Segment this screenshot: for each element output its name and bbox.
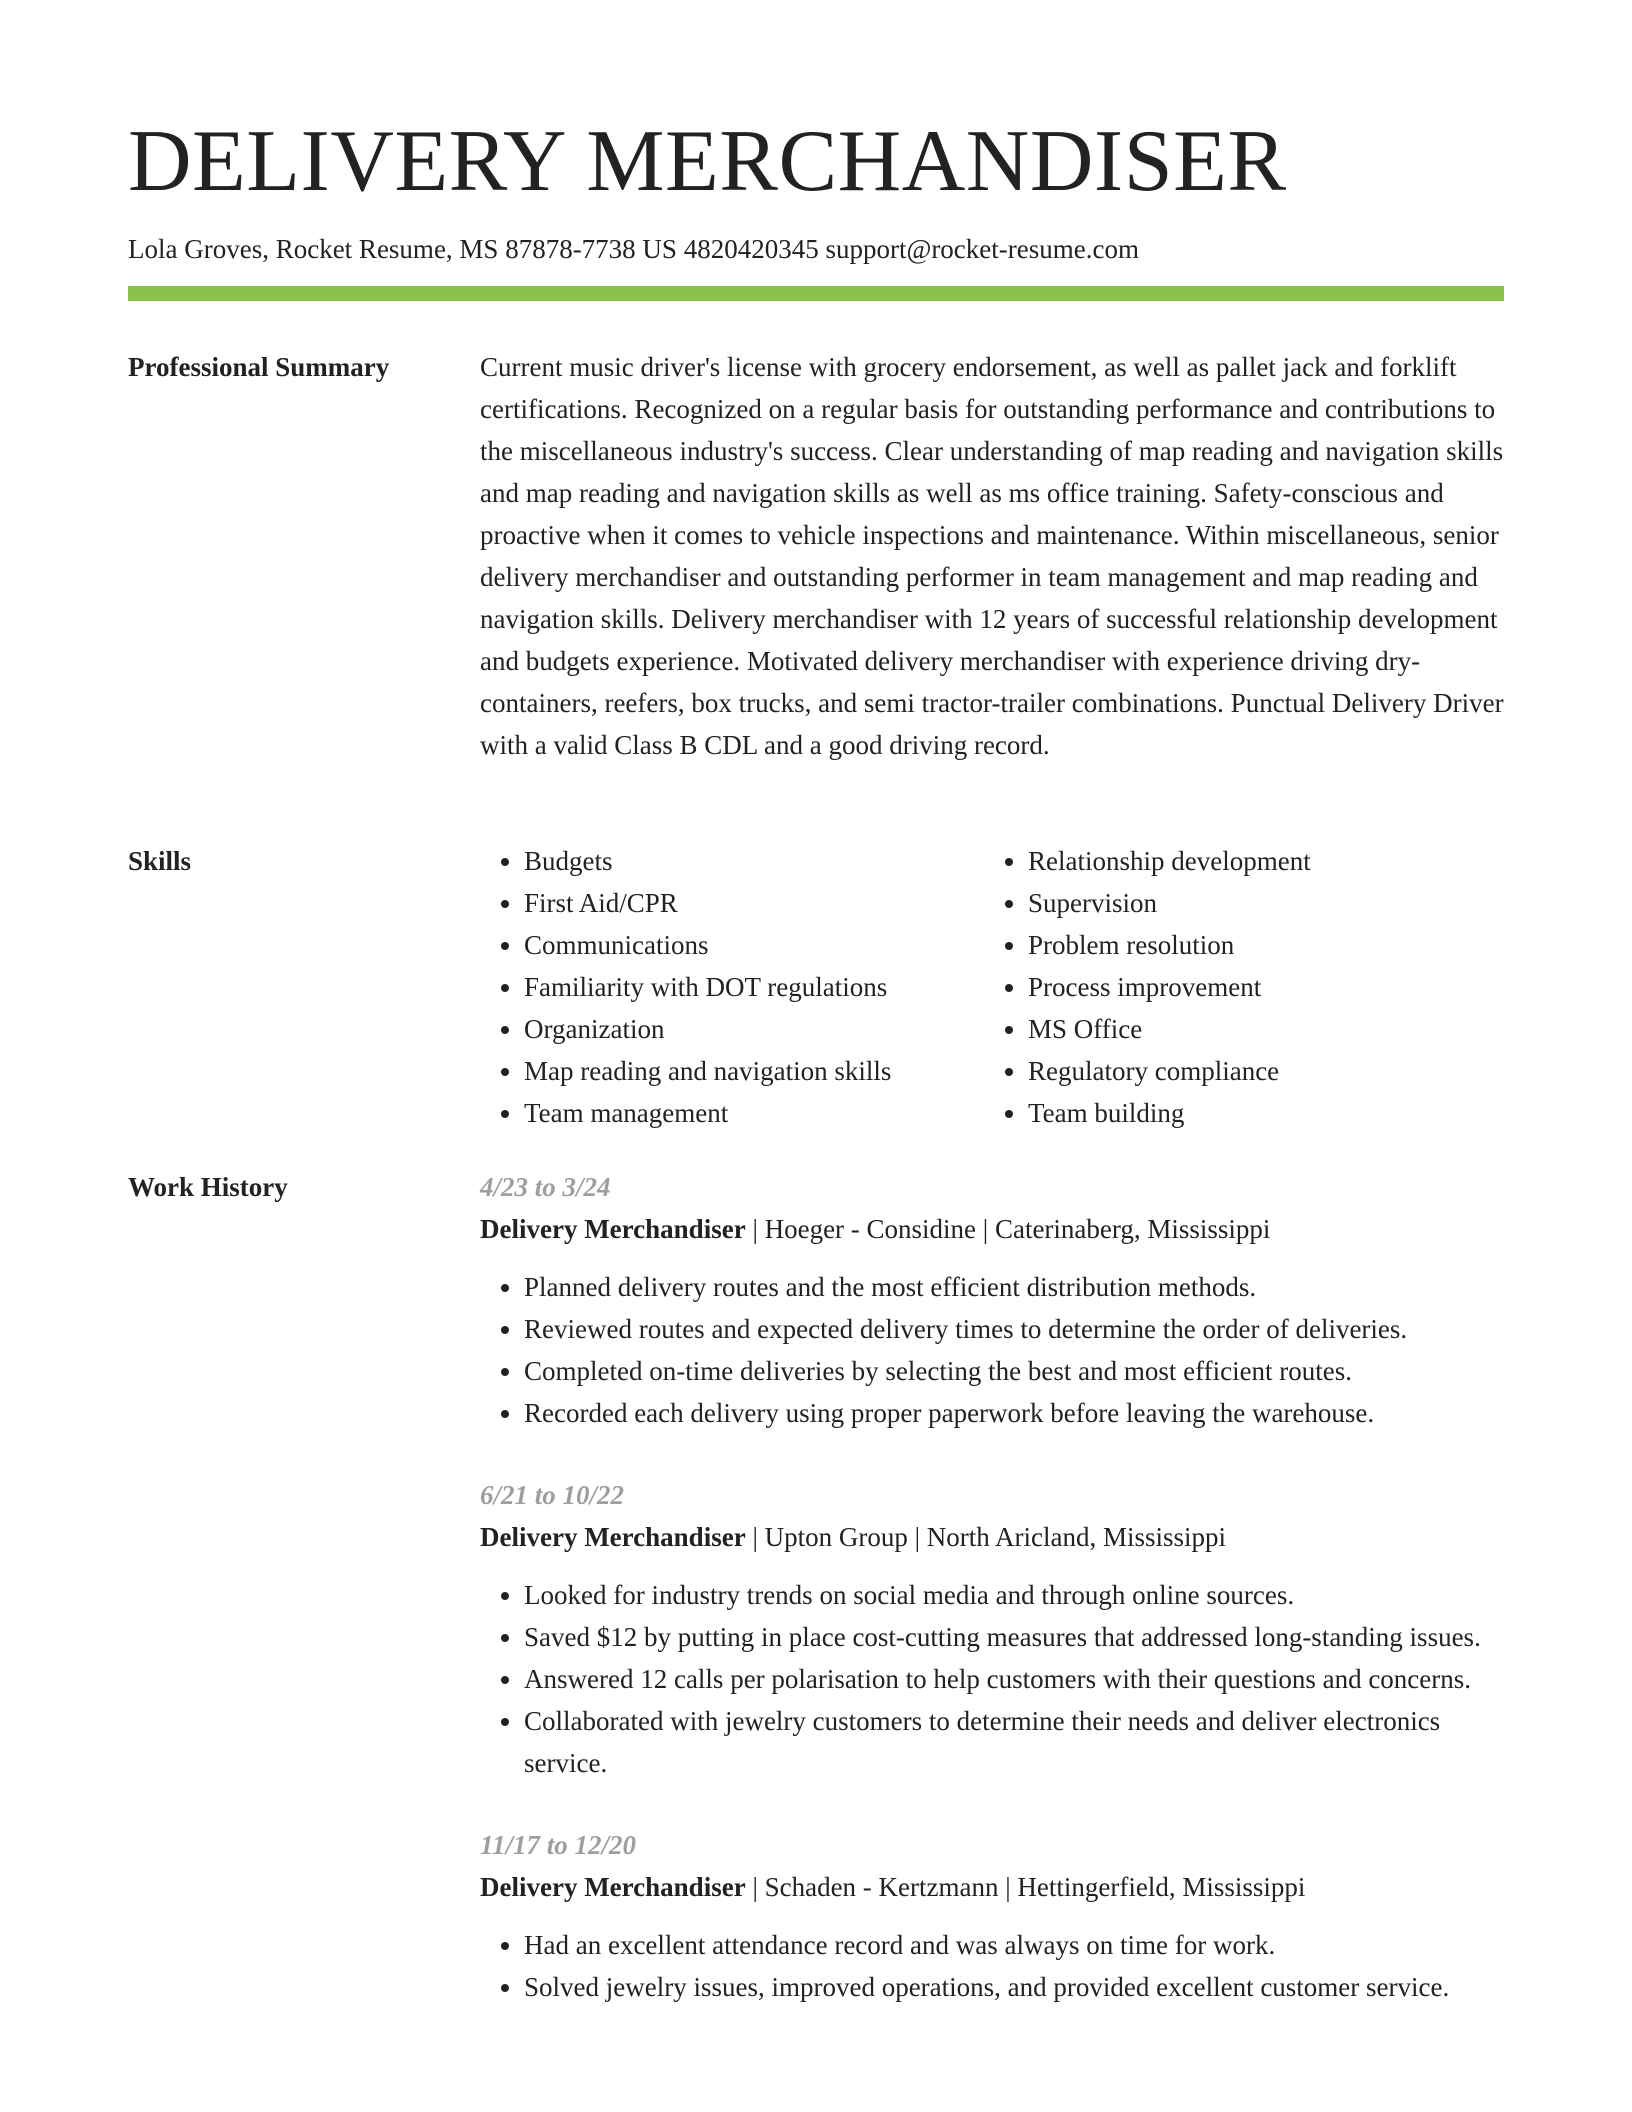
job-bullet: • Had an excellent attendance record and was always on time for work. xyxy=(524,1924,1504,1966)
skill-item: • Budgets xyxy=(524,840,984,882)
summary-label: Professional Summary xyxy=(128,352,390,382)
job-entry xyxy=(480,1824,1504,2008)
skills-label: Skills xyxy=(128,846,192,876)
contact-line: Lola Groves, Rocket Resume, MS 87878-7738 US 4820420345 support@rocket-resume.com xyxy=(128,234,1139,264)
header-divider xyxy=(128,286,1504,301)
job-employer: | Hoeger - Considine | Caterinaberg, Mississippi xyxy=(745,1214,1271,1244)
skill-item: • Team building xyxy=(1028,1092,1488,1134)
job-entry xyxy=(480,1166,1504,1434)
job-heading xyxy=(480,1866,1504,1908)
job-bullet: • Planned delivery routes and the most efficient distribution methods. xyxy=(524,1266,1504,1308)
job-bullets xyxy=(480,1574,1504,1784)
job-dates: 11/17 to 12/20 xyxy=(480,1830,637,1860)
skill-item: • Relationship development xyxy=(1028,840,1488,882)
job-bullet: • Collaborated with jewelry customers to determine their needs and deliver electronics service. xyxy=(524,1700,1504,1784)
summary-text: Current music driver's license with grocery endorsement, as well as pallet jack and forklift certifications. Recognized on a regular basis for outstanding performance and contributions to the miscellaneous industry's success. Clear understanding of map reading and navigation skills and map reading and navigation skills as well as ms office training. Safety-conscious and proactive when it comes to vehicle inspections and maintenance. Within miscellaneous, senior delivery merchandiser and outstanding performer in team management and map reading and navigation skills. Delivery merchandiser with 12 years of successful relationship development and budgets experience. Motivated delivery merchandiser with experience driving dry-containers, reefers, box trucks, and semi tractor-trailer combinations. Punctual Delivery Driver with a valid Class B CDL and a good driving record. xyxy=(480,352,1504,760)
job-bullet: • Saved $12 by putting in place cost-cutting measures that addressed long-standing issues. xyxy=(524,1616,1504,1658)
job-bullets xyxy=(480,1924,1504,2008)
skill-item: • Supervision xyxy=(1028,882,1488,924)
job-dates: 4/23 to 3/24 xyxy=(480,1172,611,1202)
job-bullet: • Solved jewelry issues, improved operations, and provided excellent customer service. xyxy=(524,1966,1504,2008)
skill-item: • Communications xyxy=(524,924,984,966)
job-employer: | Schaden - Kertzmann | Hettingerfield, Mississippi xyxy=(745,1872,1306,1902)
work-history-label: Work History xyxy=(128,1172,288,1202)
skill-item: • MS Office xyxy=(1028,1008,1488,1050)
job-bullet: • Reviewed routes and expected delivery times to determine the order of deliveries. xyxy=(524,1308,1504,1350)
skills-list-left xyxy=(480,840,984,1134)
job-heading xyxy=(480,1516,1504,1558)
skill-item: • Team management xyxy=(524,1092,984,1134)
skill-item: • Organization xyxy=(524,1008,984,1050)
job-title: Delivery Merchandiser xyxy=(480,1872,746,1902)
skills-list-right xyxy=(984,840,1488,1134)
job-bullets xyxy=(480,1266,1504,1434)
job-employer: | Upton Group | North Aricland, Mississippi xyxy=(745,1522,1226,1552)
resume-title: DELIVERY MERCHANDISER xyxy=(128,113,1287,210)
skill-item: • Process improvement xyxy=(1028,966,1488,1008)
skill-item: • First Aid/CPR xyxy=(524,882,984,924)
work-history-section xyxy=(480,1166,1504,2048)
job-entry xyxy=(480,1474,1504,1784)
job-title: Delivery Merchandiser xyxy=(480,1522,746,1552)
skills-section xyxy=(480,840,1504,1134)
job-dates: 6/21 to 10/22 xyxy=(480,1480,625,1510)
job-bullet: • Looked for industry trends on social media and through online sources. xyxy=(524,1574,1504,1616)
job-bullet: • Recorded each delivery using proper paperwork before leaving the warehouse. xyxy=(524,1392,1504,1434)
skill-item: • Familiarity with DOT regulations xyxy=(524,966,984,1008)
skill-item: • Problem resolution xyxy=(1028,924,1488,966)
job-bullet: • Answered 12 calls per polarisation to help customers with their questions and concerns. xyxy=(524,1658,1504,1700)
skill-item: • Regulatory compliance xyxy=(1028,1050,1488,1092)
job-heading xyxy=(480,1208,1504,1250)
job-bullet: • Completed on-time deliveries by selecting the best and most efficient routes. xyxy=(524,1350,1504,1392)
skill-item: • Map reading and navigation skills xyxy=(524,1050,984,1092)
summary-section xyxy=(480,346,1504,766)
job-title: Delivery Merchandiser xyxy=(480,1214,746,1244)
